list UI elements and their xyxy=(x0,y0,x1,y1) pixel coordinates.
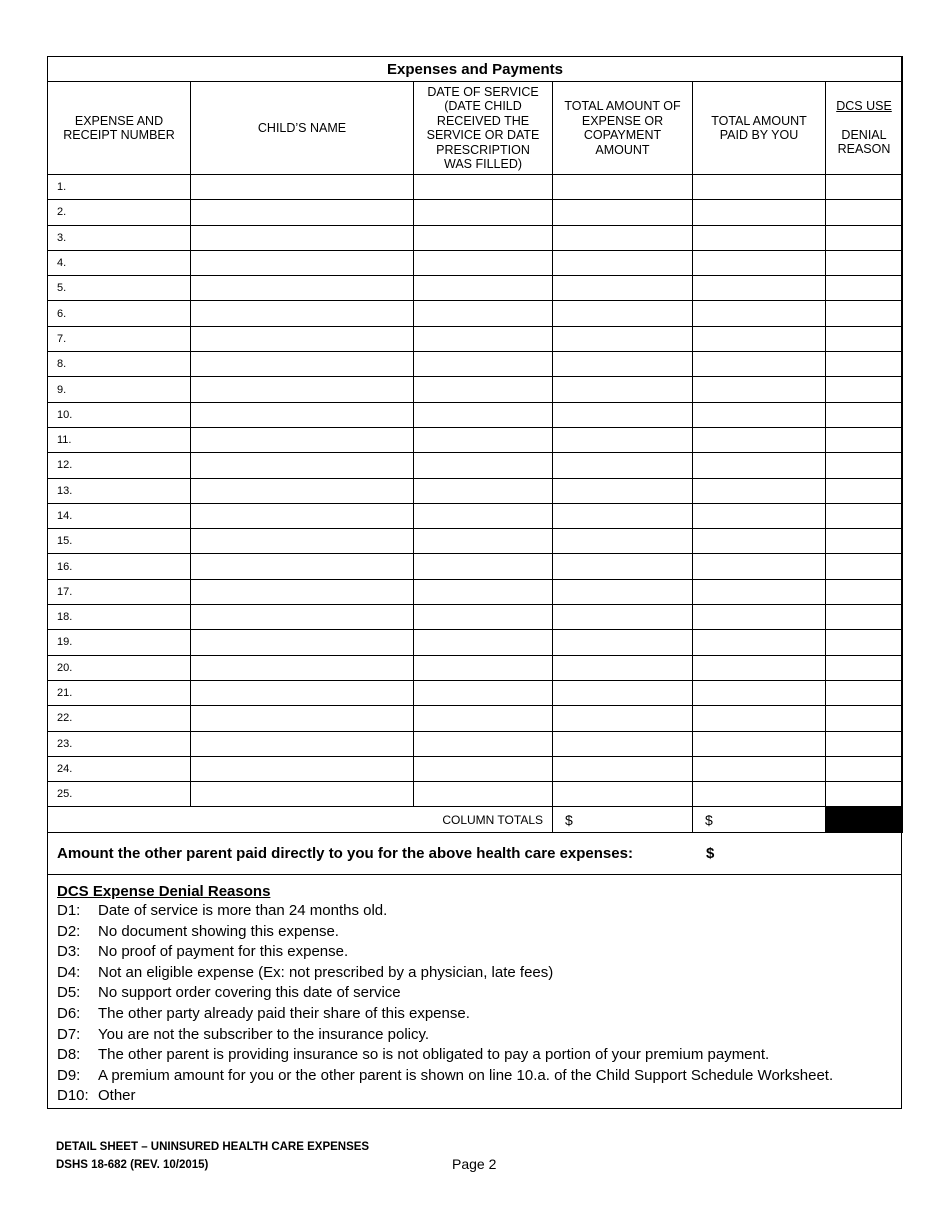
expense-number-cell[interactable]: 3. xyxy=(48,225,191,250)
date-of-service-cell[interactable] xyxy=(414,503,553,528)
column-totals-label: COLUMN TOTALS xyxy=(48,807,553,833)
childs-name-cell[interactable] xyxy=(191,175,414,200)
childs-name-cell[interactable] xyxy=(191,326,414,351)
denial-reason-list xyxy=(57,901,897,1107)
date-of-service-cell[interactable] xyxy=(414,200,553,225)
denial-reason-item xyxy=(57,1086,897,1107)
total-expense-cell[interactable] xyxy=(553,579,693,604)
total-expense-cell[interactable] xyxy=(553,630,693,655)
denial-reason-cell[interactable] xyxy=(826,529,903,554)
childs-name-cell[interactable] xyxy=(191,630,414,655)
childs-name-cell[interactable] xyxy=(191,276,414,301)
table-row xyxy=(48,326,903,351)
expense-number-cell[interactable]: 23. xyxy=(48,731,191,756)
total-expense-cell[interactable] xyxy=(553,478,693,503)
expense-number-cell[interactable]: 7. xyxy=(48,326,191,351)
total-expense-cell[interactable] xyxy=(553,605,693,630)
denial-reason-text: You are not the subscriber to the insurance policy. xyxy=(98,1025,430,1043)
denial-reason-cell[interactable] xyxy=(826,731,903,756)
header-total-expense: TOTAL AMOUNT OF EXPENSE OR COPAYMENT AMOUNT xyxy=(553,82,693,175)
table-row xyxy=(48,554,903,579)
paid-by-you-cell[interactable] xyxy=(693,250,826,275)
table-row xyxy=(48,529,903,554)
paid-by-you-cell[interactable] xyxy=(693,352,826,377)
expense-rows xyxy=(48,175,903,807)
date-of-service-cell[interactable] xyxy=(414,326,553,351)
total-expense-cell[interactable] xyxy=(553,250,693,275)
date-of-service-cell[interactable] xyxy=(414,655,553,680)
denial-reason-text: Not an eligible expense (Ex: not prescribed by a physician, late fees) xyxy=(98,963,554,981)
denial-reason-item xyxy=(57,1066,897,1087)
total-expense-field[interactable]: $ xyxy=(553,807,693,833)
date-of-service-cell[interactable] xyxy=(414,352,553,377)
table-row xyxy=(48,301,903,326)
date-of-service-cell[interactable] xyxy=(414,478,553,503)
total-expense-cell[interactable] xyxy=(553,655,693,680)
table-row xyxy=(48,630,903,655)
expense-number-cell[interactable]: 11. xyxy=(48,427,191,452)
date-of-service-cell[interactable] xyxy=(414,630,553,655)
childs-name-cell[interactable] xyxy=(191,250,414,275)
denial-reason-code: D10: xyxy=(57,1087,89,1105)
denial-reason-cell[interactable] xyxy=(826,402,903,427)
denial-reason-text: Other xyxy=(98,1087,136,1105)
denial-reason-cell[interactable] xyxy=(826,250,903,275)
childs-name-cell[interactable] xyxy=(191,756,414,781)
total-expense-cell[interactable] xyxy=(553,175,693,200)
paid-by-you-cell[interactable] xyxy=(693,276,826,301)
paid-by-you-cell[interactable] xyxy=(693,630,826,655)
paid-by-you-cell[interactable] xyxy=(693,731,826,756)
denial-reason-cell[interactable] xyxy=(826,352,903,377)
table-row xyxy=(48,200,903,225)
expense-number-cell[interactable]: 16. xyxy=(48,554,191,579)
denial-reason-code: D9: xyxy=(57,1066,81,1084)
denial-reasons xyxy=(57,883,897,1107)
childs-name-cell[interactable] xyxy=(191,554,414,579)
paid-by-you-cell[interactable] xyxy=(693,782,826,807)
table-title: Expenses and Payments xyxy=(48,57,903,82)
other-parent-amount-row xyxy=(48,834,901,875)
date-of-service-cell[interactable] xyxy=(414,301,553,326)
paid-by-you-cell[interactable] xyxy=(693,680,826,705)
date-of-service-cell[interactable] xyxy=(414,756,553,781)
total-expense-cell[interactable] xyxy=(553,402,693,427)
childs-name-cell[interactable] xyxy=(191,352,414,377)
date-of-service-cell[interactable] xyxy=(414,175,553,200)
table-row xyxy=(48,782,903,807)
form-title: DETAIL SHEET – UNINSURED HEALTH CARE EXPENSES xyxy=(56,1141,370,1153)
table-row xyxy=(48,377,903,402)
total-expense-cell[interactable] xyxy=(553,782,693,807)
date-of-service-cell[interactable] xyxy=(414,680,553,705)
denial-reason-item xyxy=(57,922,897,943)
date-of-service-cell[interactable] xyxy=(414,554,553,579)
table-row xyxy=(48,175,903,200)
childs-name-cell[interactable] xyxy=(191,225,414,250)
date-of-service-cell[interactable] xyxy=(414,427,553,452)
paid-by-you-cell[interactable] xyxy=(693,427,826,452)
denial-reason-cell[interactable] xyxy=(826,453,903,478)
expense-number-cell[interactable]: 6. xyxy=(48,301,191,326)
childs-name-cell[interactable] xyxy=(191,453,414,478)
denial-reason-cell[interactable] xyxy=(826,503,903,528)
childs-name-cell[interactable] xyxy=(191,377,414,402)
total-expense-cell[interactable] xyxy=(553,352,693,377)
expense-number-cell[interactable]: 13. xyxy=(48,478,191,503)
paid-by-you-cell[interactable] xyxy=(693,579,826,604)
denial-reason-item xyxy=(57,1004,897,1025)
childs-name-cell[interactable] xyxy=(191,478,414,503)
table-row xyxy=(48,503,903,528)
denial-reason-code: D6: xyxy=(57,1004,81,1022)
expense-number-cell[interactable]: 1. xyxy=(48,175,191,200)
table-row xyxy=(48,655,903,680)
paid-by-you-cell[interactable] xyxy=(693,377,826,402)
header-expense-receipt: EXPENSE AND RECEIPT NUMBER xyxy=(48,82,191,175)
denial-reason-text: A premium amount for you or the other parent is shown on line 10.a. of the Child Support Schedule Worksheet. xyxy=(98,1066,834,1084)
denial-reason-text: No document showing this expense. xyxy=(98,922,339,940)
denial-reason-cell[interactable] xyxy=(826,680,903,705)
denial-reason-code: D4: xyxy=(57,963,81,981)
paid-by-you-cell[interactable] xyxy=(693,706,826,731)
denial-reason-cell[interactable] xyxy=(826,377,903,402)
other-parent-amount-field[interactable]: $ xyxy=(706,845,715,862)
paid-by-you-cell[interactable] xyxy=(693,605,826,630)
total-expense-cell[interactable] xyxy=(553,225,693,250)
childs-name-cell[interactable] xyxy=(191,680,414,705)
expense-number-cell[interactable]: 24. xyxy=(48,756,191,781)
total-expense-cell[interactable] xyxy=(553,706,693,731)
total-expense-cell[interactable] xyxy=(553,453,693,478)
header-childs-name: CHILD’S NAME xyxy=(191,82,414,175)
date-of-service-cell[interactable] xyxy=(414,225,553,250)
childs-name-cell[interactable] xyxy=(191,731,414,756)
childs-name-cell[interactable] xyxy=(191,529,414,554)
denial-reason-text: No support order covering this date of service xyxy=(98,984,401,1002)
table-row xyxy=(48,478,903,503)
denial-reason-cell[interactable] xyxy=(826,630,903,655)
total-expense-cell[interactable] xyxy=(553,377,693,402)
denial-reason-cell[interactable] xyxy=(826,301,903,326)
expense-number-cell[interactable]: 25. xyxy=(48,782,191,807)
denial-reason-cell[interactable] xyxy=(826,427,903,452)
blacked-out-cell xyxy=(826,807,903,833)
denial-reason-code: D5: xyxy=(57,984,81,1002)
denial-reason-code: D3: xyxy=(57,943,81,961)
paid-by-you-cell[interactable] xyxy=(693,655,826,680)
childs-name-cell[interactable] xyxy=(191,655,414,680)
page-number: Page 2 xyxy=(452,1156,497,1172)
table-row xyxy=(48,731,903,756)
denial-reason-code: D8: xyxy=(57,1046,81,1064)
childs-name-cell[interactable] xyxy=(191,427,414,452)
denial-reason-cell[interactable] xyxy=(826,200,903,225)
total-paid-field[interactable]: $ xyxy=(693,807,826,833)
expense-number-cell[interactable]: 5. xyxy=(48,276,191,301)
denial-reason-cell[interactable] xyxy=(826,478,903,503)
table-row xyxy=(48,225,903,250)
denial-reason-cell[interactable] xyxy=(826,276,903,301)
table-row xyxy=(48,706,903,731)
total-expense-cell[interactable] xyxy=(553,200,693,225)
date-of-service-cell[interactable] xyxy=(414,377,553,402)
expense-number-cell[interactable]: 2. xyxy=(48,200,191,225)
denial-reason-item xyxy=(57,963,897,984)
date-of-service-cell[interactable] xyxy=(414,250,553,275)
expense-number-cell[interactable]: 22. xyxy=(48,706,191,731)
expenses-table xyxy=(47,56,903,833)
childs-name-cell[interactable] xyxy=(191,503,414,528)
paid-by-you-cell[interactable] xyxy=(693,225,826,250)
expense-number-cell[interactable]: 18. xyxy=(48,605,191,630)
denial-reason-item xyxy=(57,1045,897,1066)
table-row xyxy=(48,402,903,427)
denial-reason-item xyxy=(57,983,897,1004)
expense-number-cell[interactable]: 8. xyxy=(48,352,191,377)
denial-reason-cell[interactable] xyxy=(826,554,903,579)
expenses-form xyxy=(47,56,902,1109)
paid-by-you-cell[interactable] xyxy=(693,756,826,781)
denial-reason-cell[interactable] xyxy=(826,782,903,807)
paid-by-you-cell[interactable] xyxy=(693,554,826,579)
header-date-of-service: DATE OF SERVICE (DATE CHILD RECEIVED THE SERVICE OR DATE PRESCRIPTION WAS FILLED) xyxy=(414,82,553,175)
childs-name-cell[interactable] xyxy=(191,782,414,807)
date-of-service-cell[interactable] xyxy=(414,579,553,604)
expense-number-cell[interactable]: 15. xyxy=(48,529,191,554)
table-row xyxy=(48,250,903,275)
denial-reason-cell[interactable] xyxy=(826,225,903,250)
total-expense-cell[interactable] xyxy=(553,554,693,579)
paid-by-you-cell[interactable] xyxy=(693,478,826,503)
table-row xyxy=(48,453,903,478)
denial-reasons-title: DCS Expense Denial Reasons xyxy=(57,883,271,900)
total-expense-cell[interactable] xyxy=(553,326,693,351)
expense-number-cell[interactable]: 9. xyxy=(48,377,191,402)
expense-number-cell[interactable]: 20. xyxy=(48,655,191,680)
total-expense-cell[interactable] xyxy=(553,680,693,705)
table-row xyxy=(48,756,903,781)
table-row xyxy=(48,276,903,301)
total-expense-cell[interactable] xyxy=(553,301,693,326)
table-row xyxy=(48,605,903,630)
other-parent-amount-label: Amount the other parent paid directly to you for the above health care expenses: xyxy=(57,845,633,862)
denial-reason-text: The other party already paid their share of this expense. xyxy=(98,1004,470,1022)
header-paid-by-you: TOTAL AMOUNT PAID BY YOU xyxy=(693,82,826,175)
denial-reason-item xyxy=(57,1025,897,1046)
table-row xyxy=(48,352,903,377)
denial-reason-code: D2: xyxy=(57,922,81,940)
childs-name-cell[interactable] xyxy=(191,402,414,427)
date-of-service-cell[interactable] xyxy=(414,605,553,630)
paid-by-you-cell[interactable] xyxy=(693,402,826,427)
total-expense-cell[interactable] xyxy=(553,529,693,554)
paid-by-you-cell[interactable] xyxy=(693,503,826,528)
form-number: DSHS 18-682 (REV. 10/2015) xyxy=(56,1159,209,1171)
expense-number-cell[interactable]: 17. xyxy=(48,579,191,604)
paid-by-you-cell[interactable] xyxy=(693,326,826,351)
table-row xyxy=(48,579,903,604)
table-row xyxy=(48,680,903,705)
expense-number-cell[interactable]: 21. xyxy=(48,680,191,705)
expense-number-cell[interactable]: 4. xyxy=(48,250,191,275)
denial-reason-text: No proof of payment for this expense. xyxy=(98,943,349,961)
date-of-service-cell[interactable] xyxy=(414,782,553,807)
denial-reason-text: Date of service is more than 24 months old. xyxy=(98,902,388,919)
total-expense-cell[interactable] xyxy=(553,427,693,452)
childs-name-cell[interactable] xyxy=(191,579,414,604)
total-expense-cell[interactable] xyxy=(553,503,693,528)
paid-by-you-cell[interactable] xyxy=(693,453,826,478)
denial-reason-item xyxy=(57,901,897,922)
expense-number-cell[interactable]: 14. xyxy=(48,503,191,528)
denial-reason-cell[interactable] xyxy=(826,706,903,731)
denial-reason-cell[interactable] xyxy=(826,326,903,351)
denial-reason-code: D1: xyxy=(57,902,81,919)
table-row xyxy=(48,427,903,452)
date-of-service-cell[interactable] xyxy=(414,706,553,731)
date-of-service-cell[interactable] xyxy=(414,453,553,478)
expense-number-cell[interactable]: 19. xyxy=(48,630,191,655)
expense-number-cell[interactable]: 10. xyxy=(48,402,191,427)
childs-name-cell[interactable] xyxy=(191,706,414,731)
denial-reason-cell[interactable] xyxy=(826,655,903,680)
date-of-service-cell[interactable] xyxy=(414,529,553,554)
denial-reason-cell[interactable] xyxy=(826,756,903,781)
header-dcs-use-denial: DCS USE DENIAL REASON xyxy=(826,82,903,175)
total-expense-cell[interactable] xyxy=(553,731,693,756)
paid-by-you-cell[interactable] xyxy=(693,175,826,200)
denial-reason-cell[interactable] xyxy=(826,175,903,200)
date-of-service-cell[interactable] xyxy=(414,276,553,301)
expense-number-cell[interactable]: 12. xyxy=(48,453,191,478)
total-expense-cell[interactable] xyxy=(553,276,693,301)
denial-reason-cell[interactable] xyxy=(826,579,903,604)
date-of-service-cell[interactable] xyxy=(414,402,553,427)
childs-name-cell[interactable] xyxy=(191,200,414,225)
paid-by-you-cell[interactable] xyxy=(693,529,826,554)
denial-reason-cell[interactable] xyxy=(826,605,903,630)
paid-by-you-cell[interactable] xyxy=(693,200,826,225)
childs-name-cell[interactable] xyxy=(191,301,414,326)
date-of-service-cell[interactable] xyxy=(414,731,553,756)
denial-reason-item xyxy=(57,942,897,963)
paid-by-you-cell[interactable] xyxy=(693,301,826,326)
denial-reason-code: D7: xyxy=(57,1025,81,1043)
denial-reason-text: The other parent is providing insurance so is not obligated to pay a portion of your premium payment. xyxy=(98,1046,770,1064)
total-expense-cell[interactable] xyxy=(553,756,693,781)
childs-name-cell[interactable] xyxy=(191,605,414,630)
